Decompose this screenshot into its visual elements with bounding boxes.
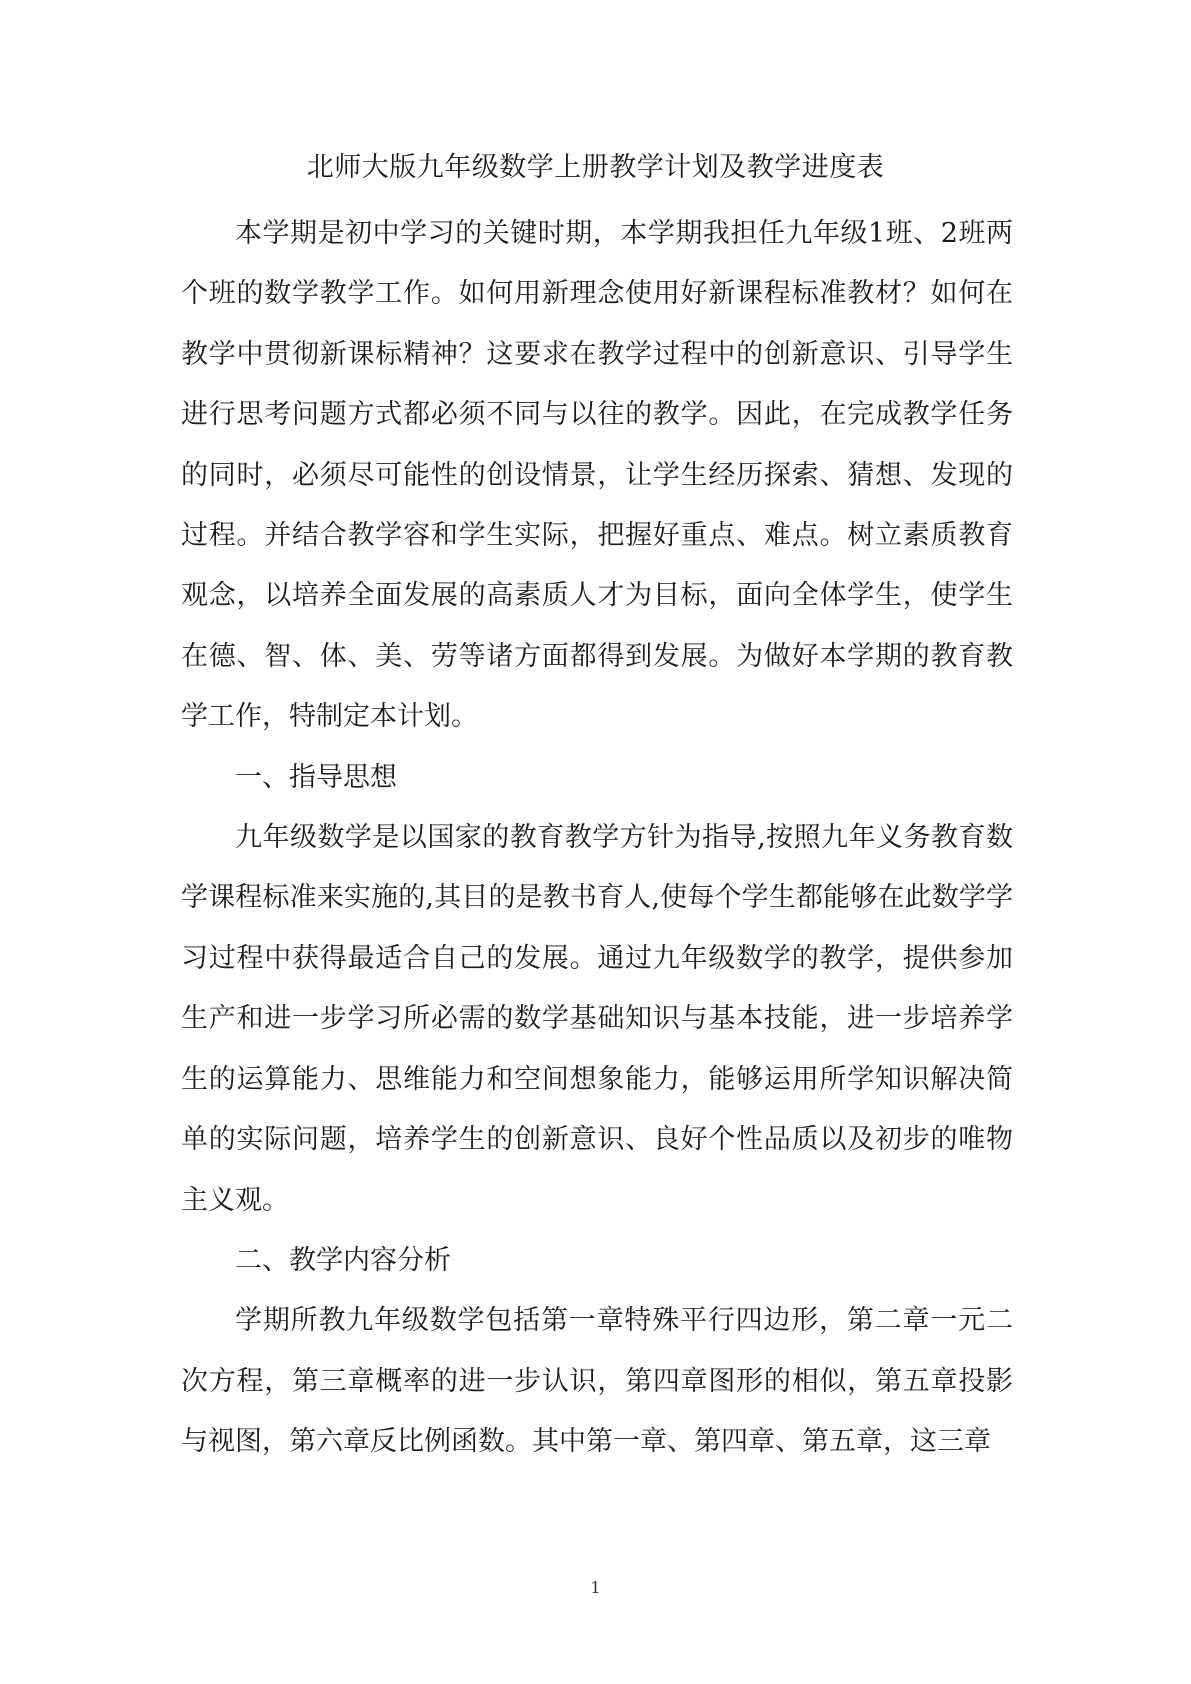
section-heading-guiding-ideology: 一、指导思想 xyxy=(235,761,397,793)
section-paragraph-content-analysis: 学期所教九年级数学包括第一章特殊平行四边形，第二章一元二次方程，第三章概率的进一步认识，第四章图形的相似，第五章投影与视图，第六章反比例函数。其中第一章、第四章、第五章，这三章 xyxy=(181,1305,1013,1458)
document-body xyxy=(181,204,1013,1473)
intro-paragraph: 本学期是初中学习的关键时期，本学期我担任九年级1班、2班两个班的数学教学工作。如何用新理念使用好新课程标准教材？如何在教学中贯彻新课标精神？这要求在教学过程中的创新意识、引导学生进行思考问题方式都必须不同与以往的教学。因此，在完成教学任务的同时，必须尽可能性的创设情景，让学生经历探索、猜想、发现的过程。并结合教学容和学生实际，把握好重点、难点。树立素质教育观念，以培养全面发展的高素质人才为目标，面向全体学生，使学生在德、智、体、美、劳等诸方面都得到发展。为做好本学期的教育教学工作，特制定本计划。 xyxy=(181,218,1013,733)
section-heading-content-analysis: 二、教学内容分析 xyxy=(235,1244,451,1276)
page-number: 1 xyxy=(590,1578,601,1597)
section-paragraph-guiding-ideology: 九年级数学是以国家的教育教学方针为指导,按照九年义务教育数学课程标准来实施的,其目的是教书育人,使每个学生都能够在此数学学习过程中获得最适合自己的发展。通过九年级数学的教学，提供参加生产和进一步学习所必需的数学基础知识与基本技能，进一步培养学生的运算能力、思维能力和空间想象能力，能够运用所学知识解决简单的实际问题，培养学生的创新意识、良好个性品质以及初步的唯物主义观。 xyxy=(181,822,1013,1216)
document-title: 北师大版九年级数学上册教学计划及教学进度表 xyxy=(306,152,885,183)
